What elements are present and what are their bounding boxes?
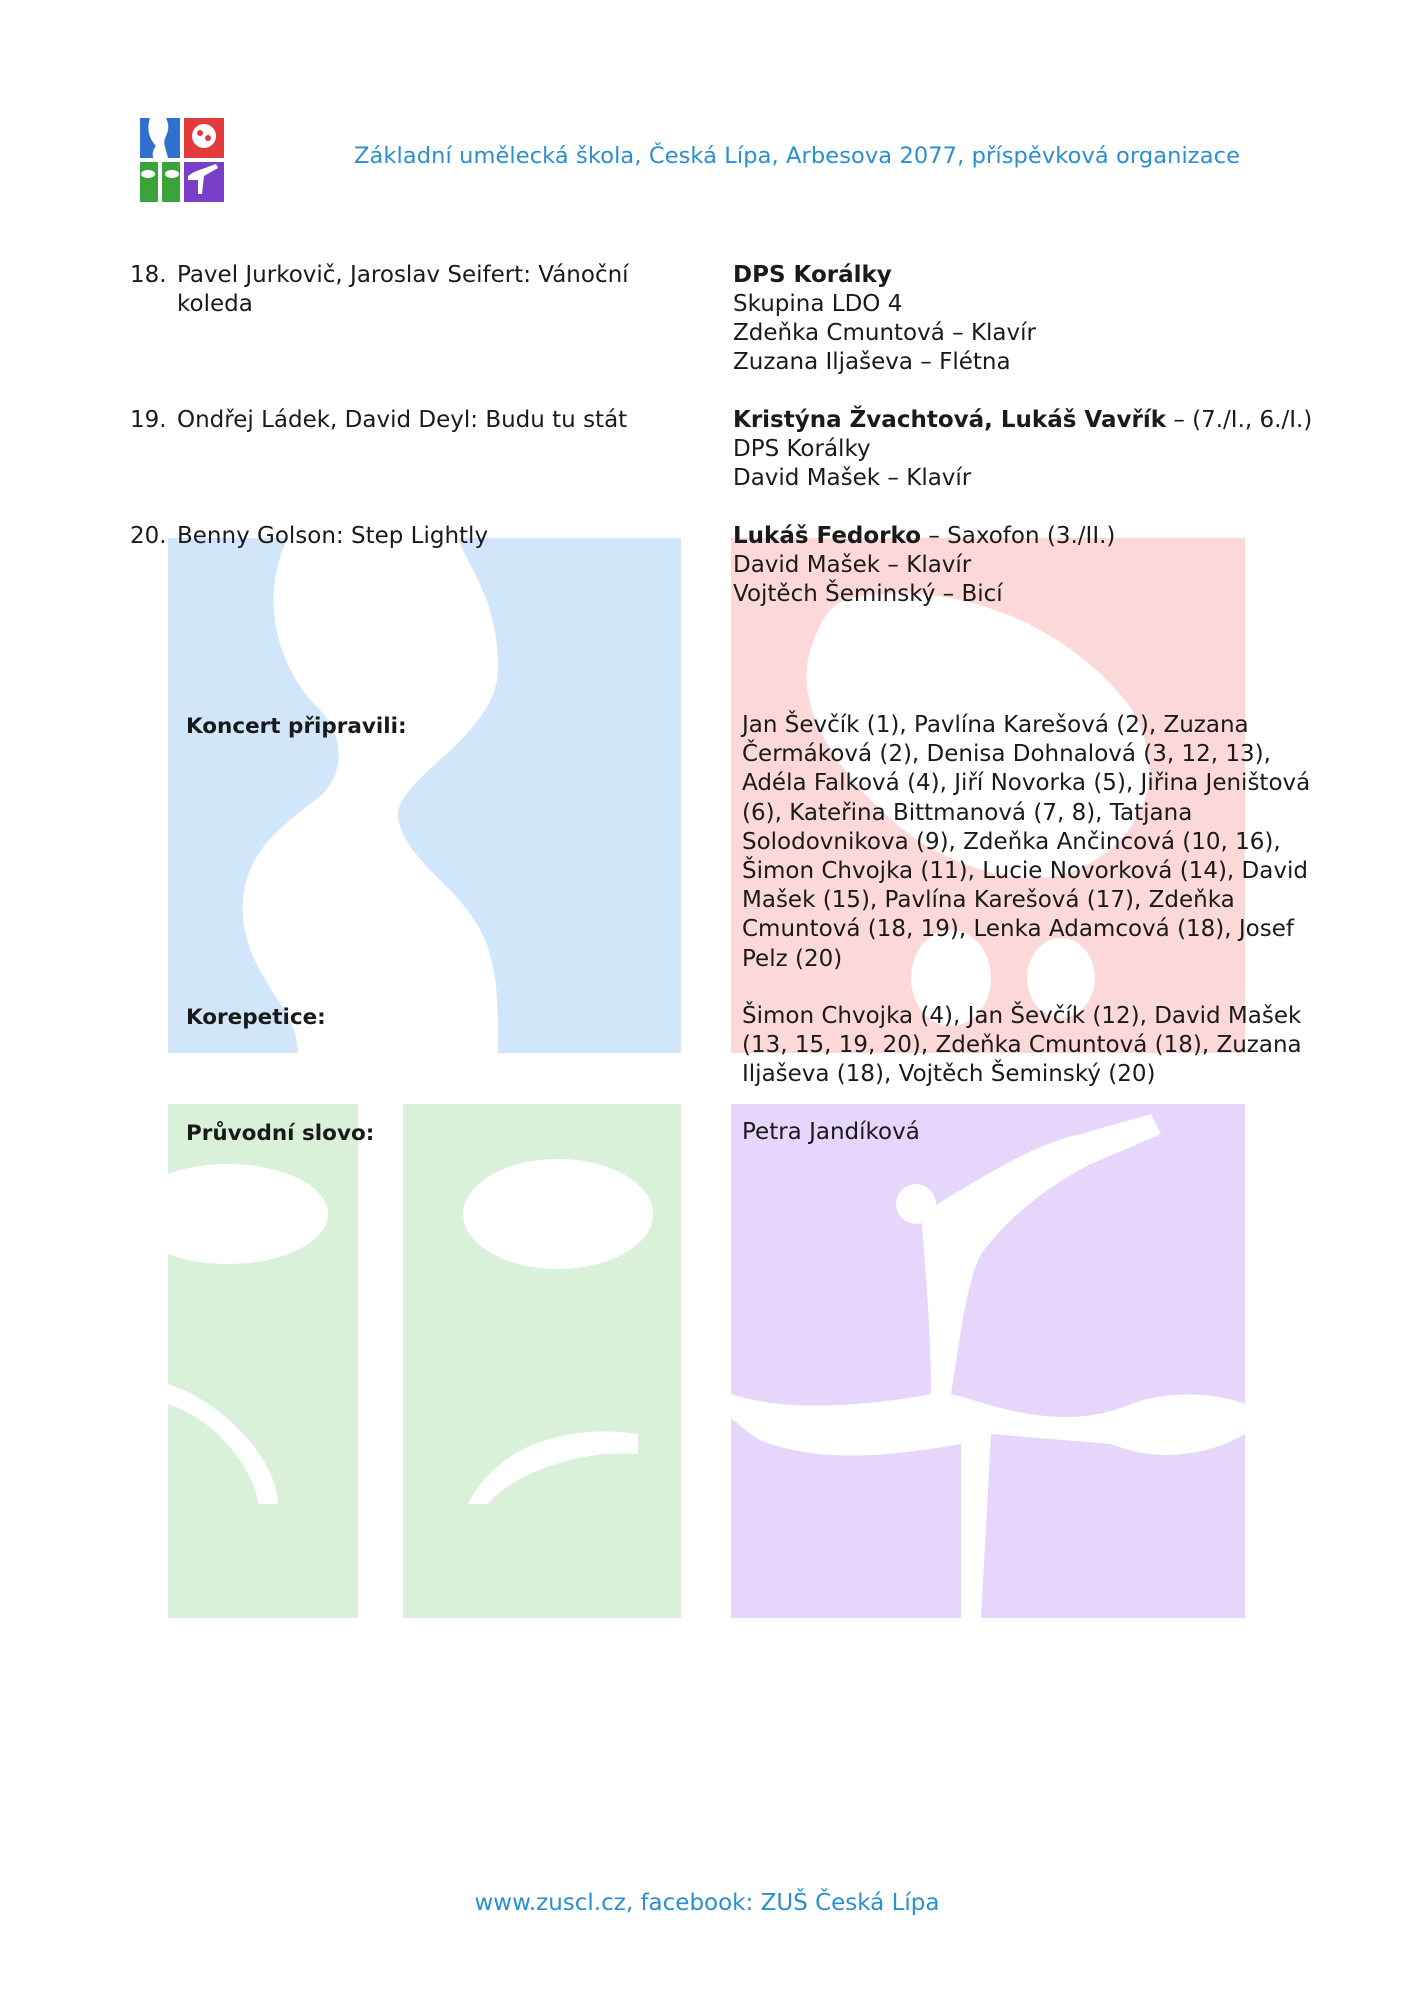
program-title: Ondřej Ládek, David Deyl: Budu tu stát (177, 407, 628, 433)
program-title: koleda (177, 291, 253, 317)
korepetice-label: Korepetice: (186, 1005, 326, 1030)
korepetice-text: Šimon Chvojka (4), Jan Ševčík (12), David Mašek (13, 15, 19, 20), Zdeňka Cmuntová (18), Zuzana Iljaševa (18), Vojtěch Šeminský (20) (742, 1003, 1302, 1088)
performer-line: Zuzana Iljaševa – Flétna (733, 349, 1011, 375)
program-number: 20. (130, 523, 167, 549)
school-name-header: Základní umělecká škola, Česká Lípa, Arbesova 2077, příspěvková organizace (353, 143, 1241, 169)
performer-line: Kristýna Žvachtová, Lukáš Vavřík – (7./I., 6./I.) (733, 407, 1313, 433)
footer-links[interactable]: www.zuscl.cz, facebook: ZUŠ Česká Lípa (474, 1890, 940, 1916)
performer-line: Skupina LDO 4 (733, 291, 903, 317)
dance-panel-background (731, 1104, 1245, 1618)
program-title: Benny Golson: Step Lightly (177, 523, 489, 549)
drama-panel-background (168, 1104, 681, 1618)
speech-label: Průvodní slovo: (186, 1121, 375, 1146)
performer-line: David Mašek – Klavír (733, 552, 972, 578)
speech-value: Petra Jandíková (742, 1119, 920, 1145)
program-number: 19. (130, 407, 167, 433)
performer-line: Lukáš Fedorko – Saxofon (3./II.) (733, 523, 1116, 549)
performer-line: Vojtěch Šeminský – Bicí (733, 581, 1003, 607)
performer-line: DPS Korálky (733, 436, 871, 462)
music-panel-background (168, 538, 681, 1053)
ballerina-silhouette-icon (731, 1104, 1245, 1618)
violin-silhouette-icon (168, 538, 681, 1053)
program-title: Pavel Jurkovič, Jaroslav Seifert: Vánoční (177, 262, 629, 288)
program-number: 18. (130, 262, 167, 288)
performer-line: Zdeňka Cmuntová – Klavír (733, 320, 1036, 346)
performer-line: DPS Korálky (733, 262, 892, 288)
prepared-by-text: Jan Ševčík (1), Pavlína Karešová (2), Zuzana Čermáková (2), Denisa Dohnalová (3, 12, 13), Adéla Falková (4), Jiří Novorka (5), Jiřina Jeništová (6), Kateřina Bittmanová (7, 8), Tatjana Solodovnikova (9), Zdeňka Ančincová (10, 16), Šimon Chvojka (11), Lucie Novorková (14), David Mašek (15), Pavlína Karešová (17), Zdeňka Cmuntová (18, 19), Lenka Adamcová (18), Josef Pelz (20) (742, 712, 1311, 972)
prepared-by-label: Koncert připravili: (186, 714, 407, 739)
theatre-masks-icon (168, 1104, 681, 1618)
performer-line: David Mašek – Klavír (733, 465, 972, 491)
